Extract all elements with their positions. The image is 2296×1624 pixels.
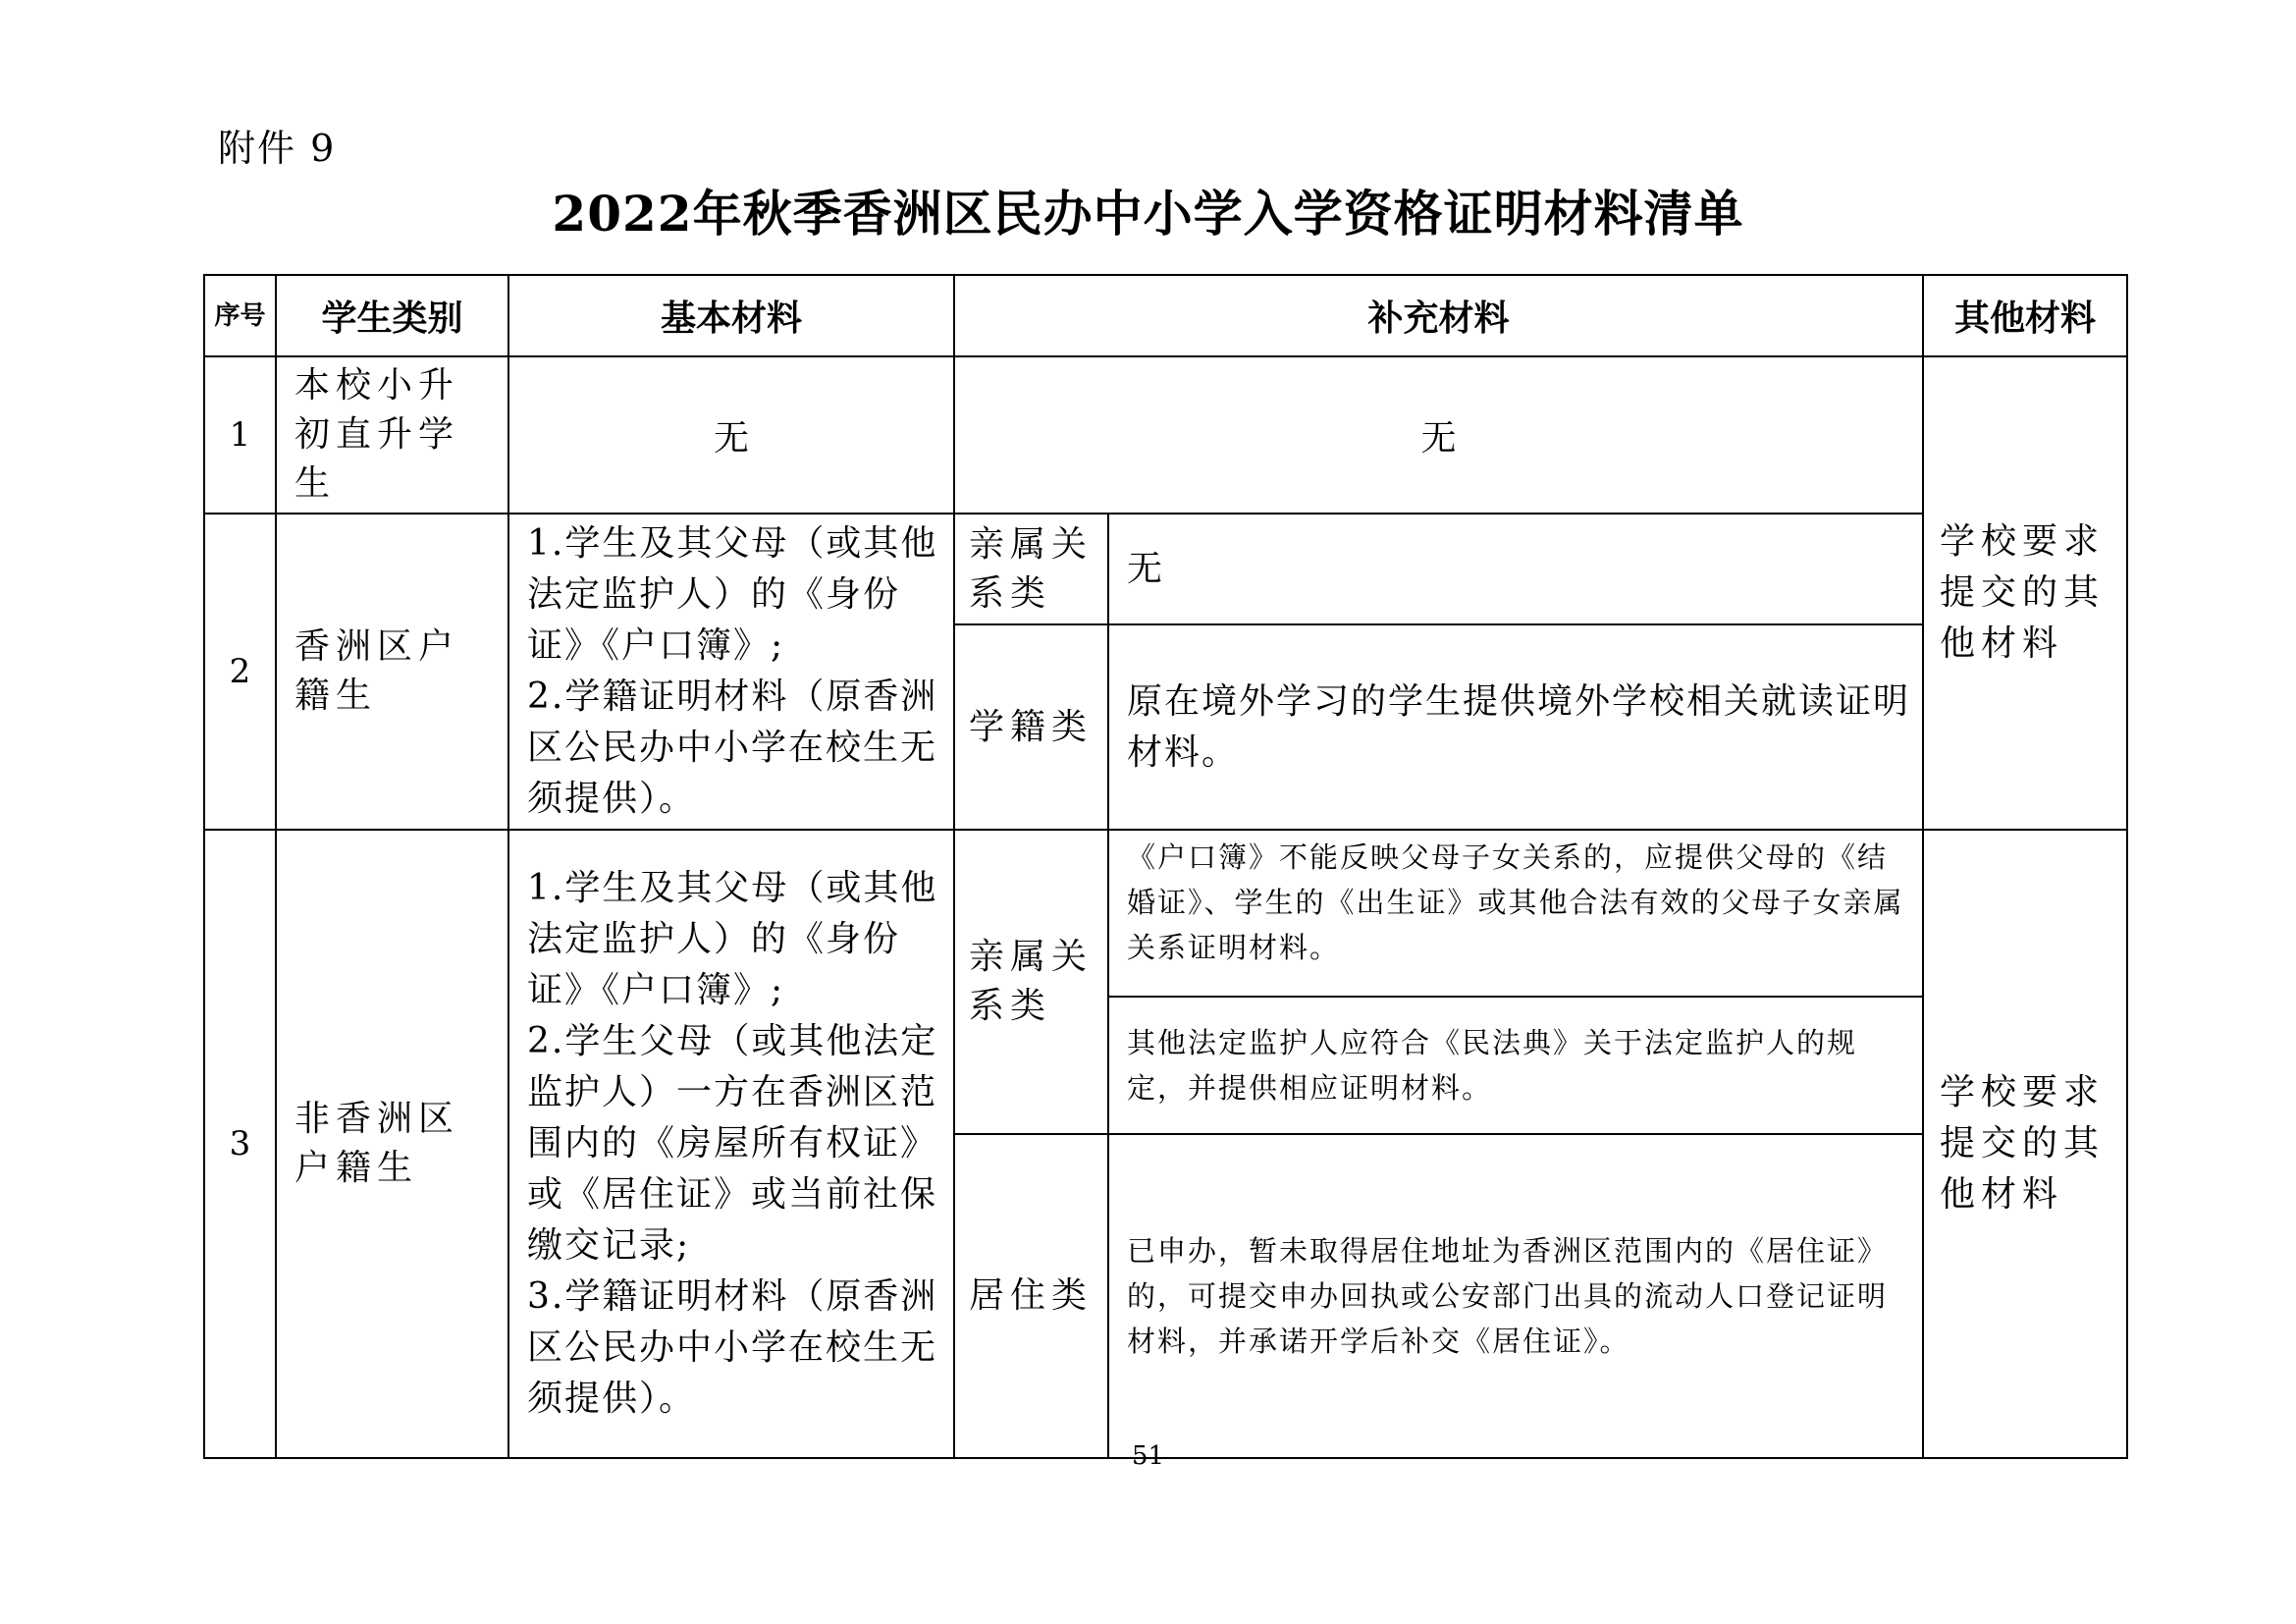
row3-relatives-item-2: 其他法定监护人应符合《民法典》关于法定监护人的规定，并提供相应证明材料。 — [1108, 997, 1923, 1134]
row1-seq: 1 — [204, 356, 276, 514]
row3-residence-category: 居住类 — [954, 1134, 1108, 1458]
row2-sub1-content: 无 — [1108, 514, 1923, 624]
page-number: 51 — [1131, 1441, 1165, 1471]
header-basic: 基本材料 — [508, 275, 954, 356]
header-seq: 序号 — [204, 275, 276, 356]
row3-relatives-item-1: 《户口簿》不能反映父母子女关系的，应提供父母的《结婚证》、学生的《出生证》或其他合法有效的父母子女亲属关系证明材料。 — [1108, 830, 1923, 997]
row3-residence-content: 已申办，暂未取得居住地址为香洲区范围内的《居住证》的，可提交申办回执或公安部门出具的流动人口登记证明材料，并承诺开学后补交《居住证》。 — [1108, 1134, 1923, 1458]
row3-relatives-category: 亲属关系类 — [954, 830, 1108, 1134]
row3-basic — [508, 830, 954, 1458]
header-supplementary: 补充材料 — [954, 275, 1923, 356]
header-student-type: 学生类别 — [276, 275, 508, 356]
materials-table — [203, 274, 2128, 1459]
row3-student-type: 非香洲区户籍生 — [276, 830, 508, 1458]
row1-2-other: 学校要求提交的其他材料 — [1923, 356, 2127, 830]
row2-basic-line-1: 1.学生及其父母（或其他法定监护人）的《身份证》《户口簿》; — [527, 523, 938, 666]
row1-basic: 无 — [508, 356, 954, 514]
table-row — [204, 514, 2127, 624]
row2-student-type: 香洲区户籍生 — [276, 514, 508, 830]
header-row — [204, 275, 2127, 356]
row2-basic — [508, 514, 954, 830]
row1-supplementary: 无 — [954, 356, 1923, 514]
header-other: 其他材料 — [1923, 275, 2127, 356]
table-row — [204, 830, 2127, 997]
row2-sub2-content: 原在境外学习的学生提供境外学校相关就读证明材料。 — [1108, 624, 1923, 830]
row3-seq: 3 — [204, 830, 276, 1458]
row3-basic-line-2: 2.学生父母（或其他法定监护人）一方在香洲区范围内的《房屋所有权证》或《居住证》或当前社保缴交记录; — [527, 1021, 938, 1266]
row1-student-type: 本校小升初直升学生 — [276, 356, 508, 514]
row2-seq: 2 — [204, 514, 276, 830]
row2-sub2-category: 学籍类 — [954, 624, 1108, 830]
document-title: 2022年秋季香洲区民办中小学入学资格证明材料清单 — [552, 185, 1744, 243]
row3-basic-line-3: 3.学籍证明材料（原香洲区公民办中小学在校生无须提供）。 — [527, 1276, 938, 1419]
row2-basic-line-2: 2.学籍证明材料（原香洲区公民办中小学在校生无须提供）。 — [527, 677, 938, 819]
row2-sub1-category: 亲属关系类 — [954, 514, 1108, 624]
attachment-label: 附件 9 — [218, 127, 337, 170]
table-row — [204, 356, 2127, 514]
row3-basic-line-1: 1.学生及其父母（或其他法定监护人）的《身份证》《户口簿》; — [527, 868, 938, 1010]
row3-other: 学校要求提交的其他材料 — [1923, 830, 2127, 1458]
